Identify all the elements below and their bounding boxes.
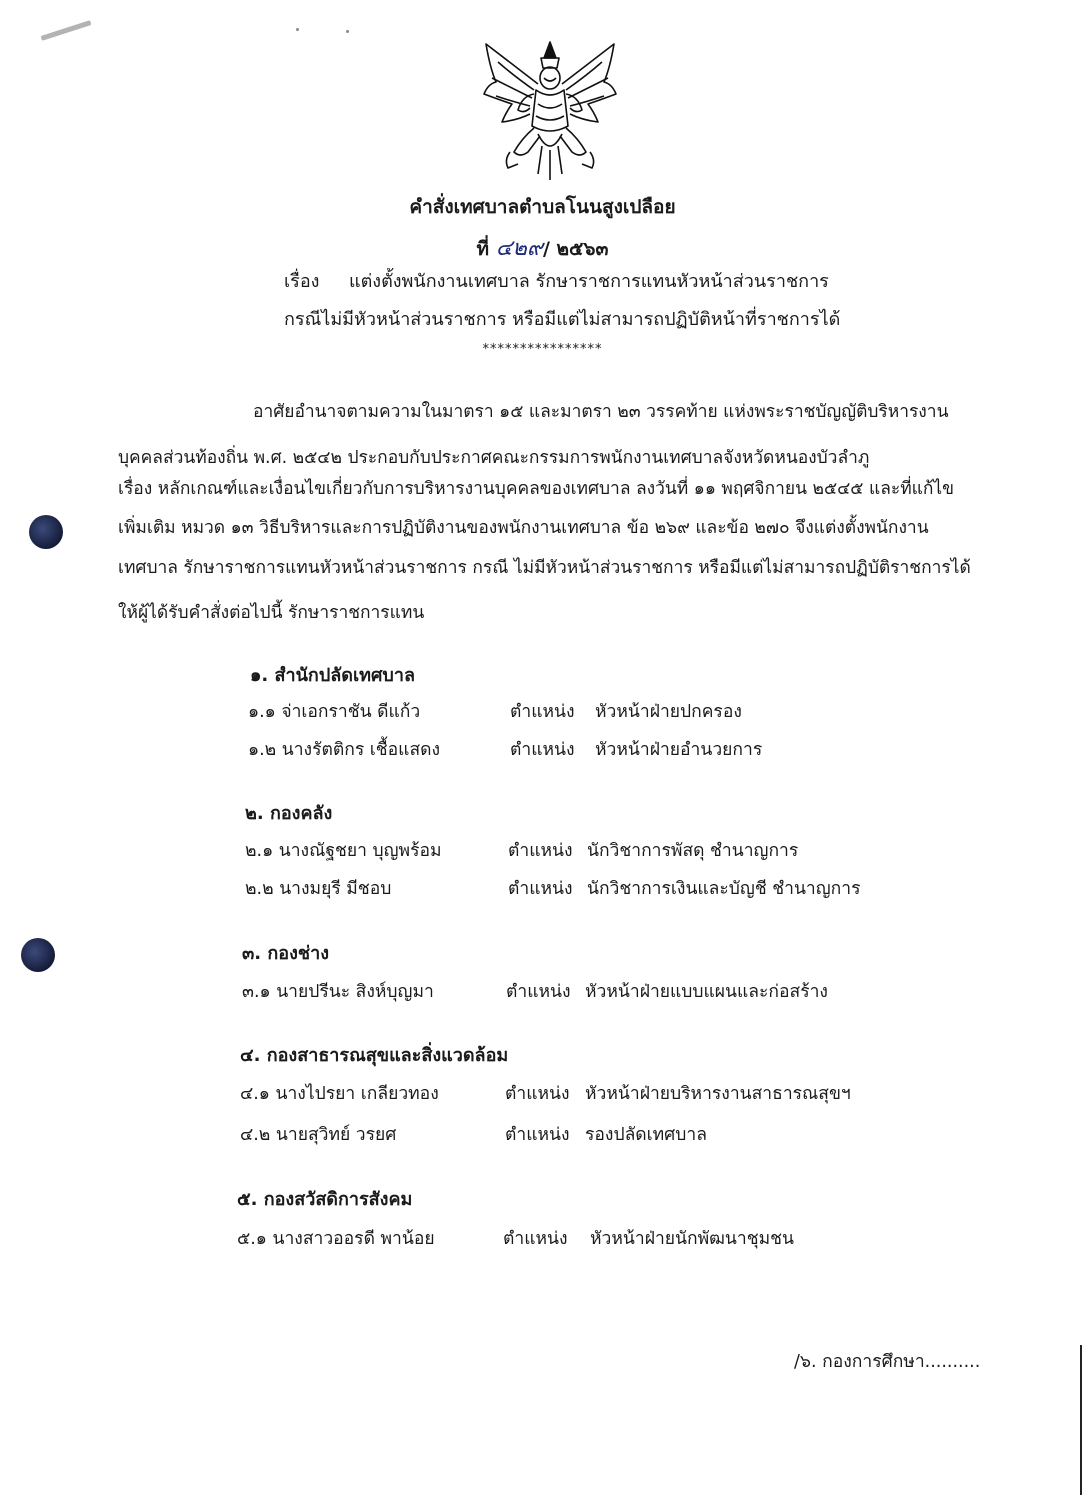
body-line: อาศัยอำนาจตามความในมาตรา ๑๕ และมาตรา ๒๓ วรรคท้าย แห่งพระราชบัญญัติบริหารงาน xyxy=(253,402,949,422)
position-value: รองปลัดเทศบาล xyxy=(585,1125,707,1145)
position-label: ตำแหน่ง xyxy=(510,740,575,760)
position-value: หัวหน้าฝ่ายบริหารงานสาธารณสุขฯ xyxy=(585,1084,851,1104)
position-label: ตำแหน่ง xyxy=(505,1125,570,1145)
staff-name: ๓.๑ นายปรีนะ สิงห์บุญมา xyxy=(242,982,434,1002)
staff-name: ๒.๑ นางณัฐชยา บุญพร้อม xyxy=(245,841,442,861)
body-line: ให้ผู้ได้รับคำสั่งต่อไปนี้ รักษาราชการแทน xyxy=(118,603,425,623)
garuda-emblem-icon xyxy=(478,34,622,184)
continuation-note: /๖. กองการศึกษา.......... xyxy=(794,1352,981,1372)
section-heading: ๓. กองช่าง xyxy=(242,943,330,964)
order-number-prefix: ที่ xyxy=(476,238,490,260)
scan-artifact-mark xyxy=(40,20,91,41)
position-value: หัวหน้าฝ่ายนักพัฒนาชุมชน xyxy=(590,1229,794,1249)
position-label: ตำแหน่ง xyxy=(508,841,573,861)
subject-line-1: แต่งตั้งพนักงานเทศบาล รักษาราชการแทนหัวหน้าส่วนราชการ xyxy=(349,271,829,292)
scan-artifact-dot xyxy=(296,28,299,31)
punch-hole-bottom xyxy=(21,938,55,972)
staff-name: ๒.๒ นางมยุรี มีชอบ xyxy=(245,879,392,899)
position-label: ตำแหน่ง xyxy=(508,879,573,899)
order-number-year: / ๒๕๖๓ xyxy=(542,238,609,260)
staff-name: ๑.๑ จ่าเอกราชัน ดีแก้ว xyxy=(248,702,421,722)
position-value: นักวิชาการพัสดุ ชำนาญการ xyxy=(587,841,799,861)
position-value: หัวหน้าฝ่ายอำนวยการ xyxy=(595,740,763,760)
position-label: ตำแหน่ง xyxy=(503,1229,568,1249)
staff-name: ๕.๑ นางสาวออรดี พาน้อย xyxy=(237,1229,435,1249)
staff-name: ๔.๒ นายสุวิทย์ วรยศ xyxy=(240,1125,397,1145)
order-number-line xyxy=(0,230,1085,265)
order-number-handwritten: ๔๒๙ xyxy=(495,236,543,261)
section-heading: ๕. กองสวัสดิการสังคม xyxy=(237,1189,413,1210)
staff-name: ๔.๑ นางไปรยา เกลียวทอง xyxy=(240,1084,439,1104)
section-heading: ๒. กองคลัง xyxy=(245,803,333,824)
scan-edge-line xyxy=(1080,1345,1082,1495)
subject-line-2: กรณีไม่มีหัวหน้าส่วนราชการ หรือมีแต่ไม่สามารถปฏิบัติหน้าที่ราชการได้ xyxy=(284,309,841,330)
scan-artifact-dot xyxy=(346,30,349,33)
subject-label: เรื่อง xyxy=(284,271,320,292)
body-line: เพิ่มเติม หมวด ๑๓ วิธีบริหารและการปฏิบัติงานของพนักงานเทศบาล ข้อ ๒๖๙ และข้อ ๒๗๐ จึงแต่งตั้งพนักงาน xyxy=(118,518,929,538)
position-value: หัวหน้าฝ่ายแบบแผนและก่อสร้าง xyxy=(585,982,828,1002)
document-title: คำสั่งเทศบาลตำบลโนนสูงเปลือย xyxy=(409,196,676,218)
position-value: หัวหน้าฝ่ายปกครอง xyxy=(595,702,742,722)
punch-hole-top xyxy=(29,515,63,549)
body-line: บุคคลส่วนท้องถิ่น พ.ศ. ๒๕๔๒ ประกอบกับประกาศคณะกรรมการพนักงานเทศบาลจังหวัดหนองบัวลำภู xyxy=(118,448,870,468)
section-heading: ๑. สำนักปลัดเทศบาล xyxy=(250,665,415,686)
body-line: เรื่อง หลักเกณฑ์และเงื่อนไขเกี่ยวกับการบริหารงานบุคคลของเทศบาล ลงวันที่ ๑๑ พฤศจิกายน ๒๕๔๕ และที่แก้ไข xyxy=(118,479,955,499)
section-heading: ๔. กองสาธารณสุขและสิ่งแวดล้อม xyxy=(240,1045,509,1066)
position-value: นักวิชาการเงินและบัญชี ชำนาญการ xyxy=(587,879,861,899)
position-label: ตำแหน่ง xyxy=(510,702,575,722)
position-label: ตำแหน่ง xyxy=(506,982,571,1002)
staff-name: ๑.๒ นางรัตติกร เชื้อแสดง xyxy=(248,740,441,760)
separator-line: **************** xyxy=(482,342,603,357)
body-line: เทศบาล รักษาราชการแทนหัวหน้าส่วนราชการ กรณี ไม่มีหัวหน้าส่วนราชการ หรือมีแต่ไม่สามารถปฏิบัติราชการได้ xyxy=(118,558,971,578)
position-label: ตำแหน่ง xyxy=(505,1084,570,1104)
